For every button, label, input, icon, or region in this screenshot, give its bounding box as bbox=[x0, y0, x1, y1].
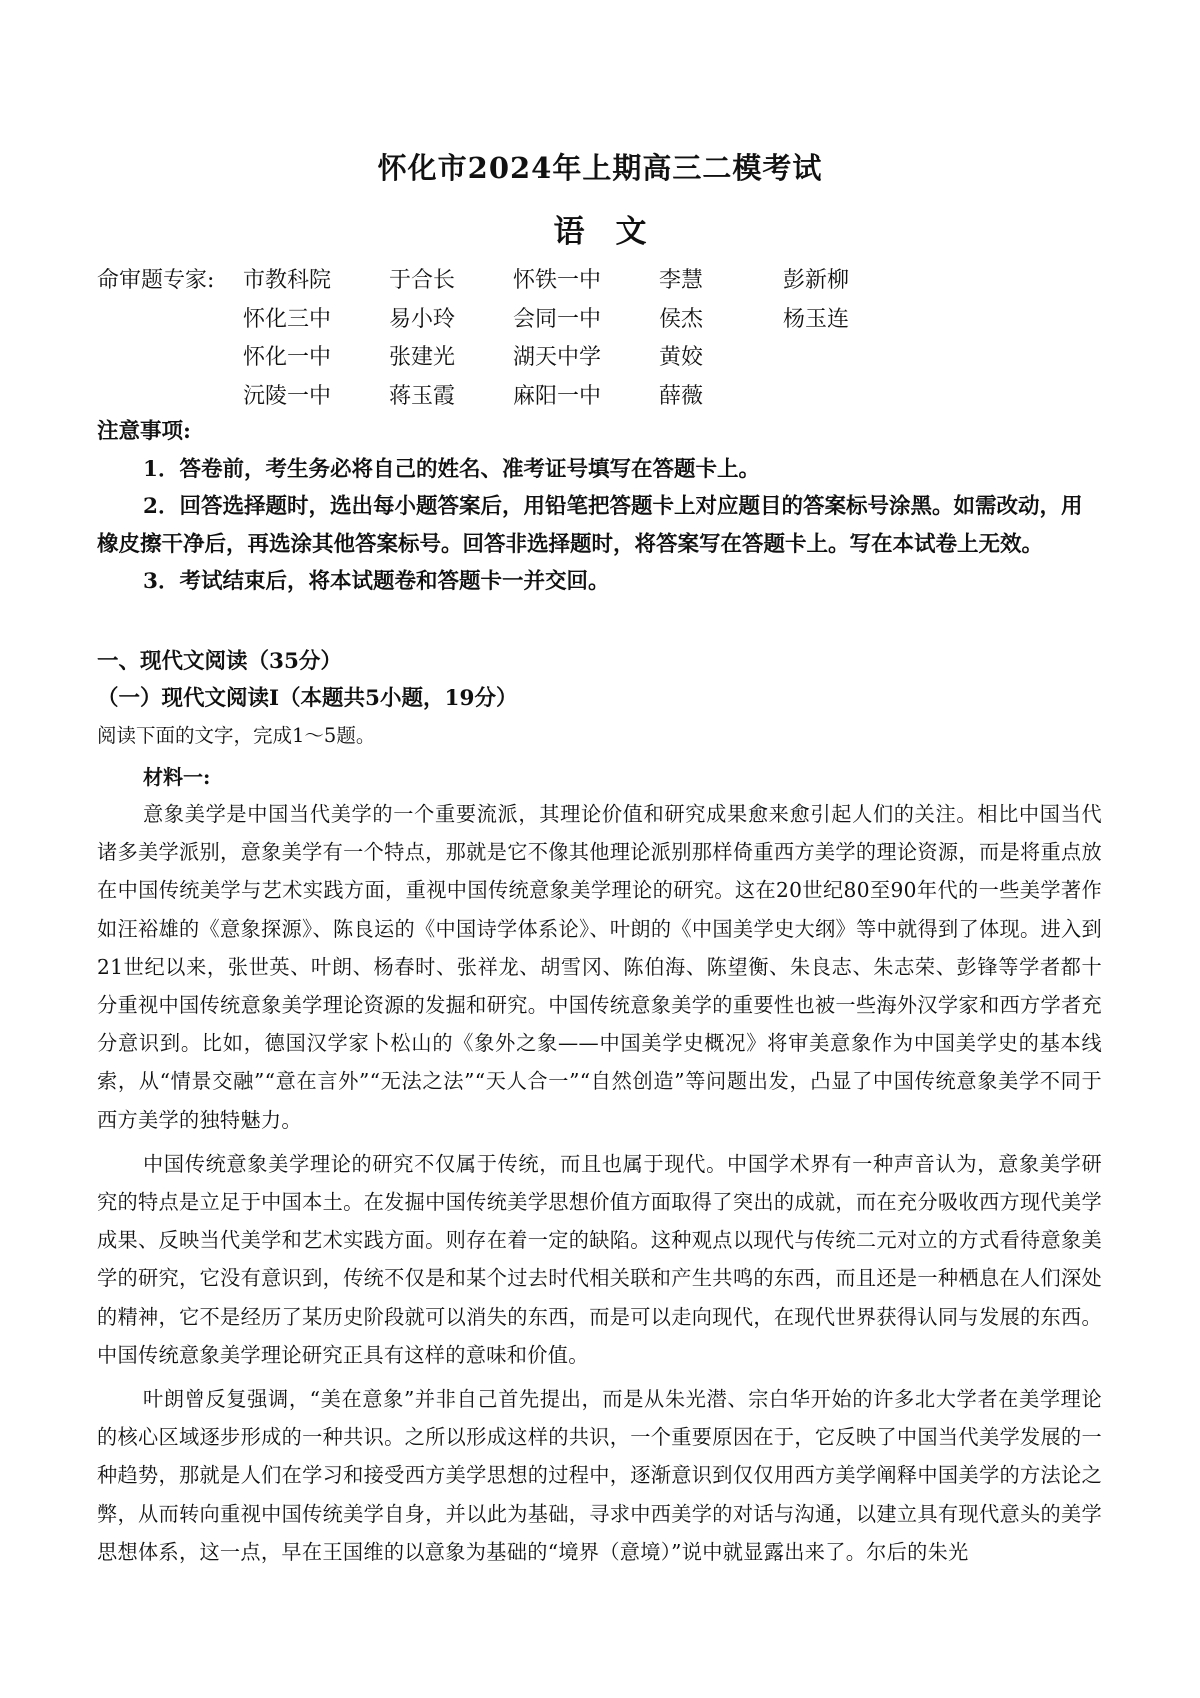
expert-cell: 杨玉连 bbox=[783, 306, 850, 332]
expert-cell: 市教科院 bbox=[243, 268, 332, 293]
experts-row bbox=[97, 339, 907, 378]
exam-subject: 语 文 bbox=[553, 214, 647, 250]
material-label: 材料一: bbox=[143, 765, 211, 789]
notice-item: 3．考试结束后，将本试题卷和答题卡一并交回。 bbox=[143, 569, 610, 594]
expert-cell: 麻阳一中 bbox=[513, 383, 602, 409]
passage-paragraph: 叶朗曾反复强调，“美在意象”并非自己首先提出，而是从朱光潜、宗白华开始的许多北大学者在美学理论的核心区域逐步形成的一种共识。之所以形成这样的共识，一个重要原因在于，它反映了中国当代美学发展的一种趋势，那就是人们在学习和接受西方美学思想的过程中，逐渐意识到仅仅用西方美学阐释中国美学的方法论之弊，从而转向重视中国传统美学自身，并以此为基础，寻求中西美学的对话与沟通，以建立具有现代意头的美学思想体系，这一点，早在王国维的以意象为基础的“境界（意境）”说中就显露出来了。尔后的朱光 bbox=[97, 1387, 1102, 1564]
expert-cell: 怀化一中 bbox=[243, 345, 332, 370]
instruction-text: 阅读下面的文字，完成1～5题。 bbox=[97, 724, 376, 747]
exam-title: 怀化市2024年上期高三二模考试 bbox=[377, 151, 823, 185]
experts-row bbox=[97, 262, 907, 301]
expert-cell: 张建光 bbox=[389, 345, 456, 370]
notice-block bbox=[97, 413, 1102, 601]
experts-label: 命审题专家: bbox=[97, 268, 215, 293]
subsection-heading: （一）现代文阅读Ⅰ（本题共5小题，19分） bbox=[97, 686, 518, 711]
notice-item: 2．回答选择题时，选出每小题答案后，用铅笔把答题卡上对应题目的答案标号涂黑。如需改动，用橡皮擦干净后，再选涂其他答案标号。回答非选择题时，将答案写在答题卡上。写在本试卷上无效。 bbox=[97, 494, 1083, 557]
section-heading: 一、现代文阅读（35分） bbox=[97, 649, 342, 674]
reading-passage bbox=[97, 795, 1102, 1577]
expert-cell: 薛薇 bbox=[659, 383, 704, 409]
notice-heading: 注意事项: bbox=[97, 419, 191, 444]
experts-row bbox=[97, 378, 907, 417]
expert-cell: 李慧 bbox=[659, 268, 704, 293]
expert-cell: 湖天中学 bbox=[513, 345, 602, 370]
expert-cell: 怀化三中 bbox=[243, 306, 332, 332]
passage-paragraph: 中国传统意象美学理论的研究不仅属于传统，而且也属于现代。中国学术界有一种声音认为，意象美学研究的特点是立足于中国本土。在发掘中国传统美学思想价值方面取得了突出的成就，而在充分吸收西方现代美学成果、反映当代美学和艺术实践方面。则存在着一定的缺陷。这种观点以现代与传统二元对立的方式看待意象美学的研究，它没有意识到，传统不仅是和某个过去时代相关联和产生共鸣的东西，而且还是一种栖息在人们深处的精神，它不是经历了某历史阶段就可以消失的东西，而是可以走向现代，在现代世界获得认同与发展的东西。中国传统意象美学理论研究正具有这样的意味和价值。 bbox=[97, 1151, 1102, 1367]
passage-paragraph: 意象美学是中国当代美学的一个重要流派，其理论价值和研究成果愈来愈引起人们的关注。相比中国当代诸多美学派别，意象美学有一个特点，那就是它不像其他理论派别那样倚重西方美学的理论资源，而是将重点放在中国传统美学与艺术实践方面，重视中国传统意象美学理论的研究。这在20世纪80至90年代的一些美学著作如汪裕雄的《意象探源》、陈良运的《中国诗学体系论》、叶朗的《中国美学史大纲》等中就得到了体现。进入到21世纪以来，张世英、叶朗、杨春时、张祥龙、胡雪冈、陈伯海、陈望衡、朱良志、朱志荣、彭锋等学者都十分重视中国传统意象美学理论资源的发掘和研究。中国传统意象美学的重要性也被一些海外汉学家和西方学者充分意识到。比如，德国汉学家卜松山的《象外之象——中国美学史概况》将审美意象作为中国美学史的基本线索，从“情景交融”“意在言外”“无法之法”“天人合一”“自然创造”等问题出发，凸显了中国传统意象美学不同于西方美学的独特魅力。 bbox=[97, 802, 1102, 1132]
expert-cell: 蒋玉霞 bbox=[389, 383, 456, 409]
notice-item: 1．答卷前，考生务必将自己的姓名、准考证号填写在答题卡上。 bbox=[143, 456, 760, 482]
expert-cell: 黄姣 bbox=[659, 345, 704, 370]
expert-cell: 彭新柳 bbox=[783, 268, 850, 293]
experts-row bbox=[97, 301, 907, 340]
expert-cell: 侯杰 bbox=[659, 306, 704, 332]
expert-cell: 于合长 bbox=[389, 268, 456, 293]
experts-table bbox=[97, 262, 907, 416]
expert-cell: 怀铁一中 bbox=[513, 268, 602, 293]
expert-cell: 沅陵一中 bbox=[243, 383, 332, 409]
expert-cell: 会同一中 bbox=[513, 306, 602, 332]
expert-cell: 易小玲 bbox=[389, 306, 456, 332]
